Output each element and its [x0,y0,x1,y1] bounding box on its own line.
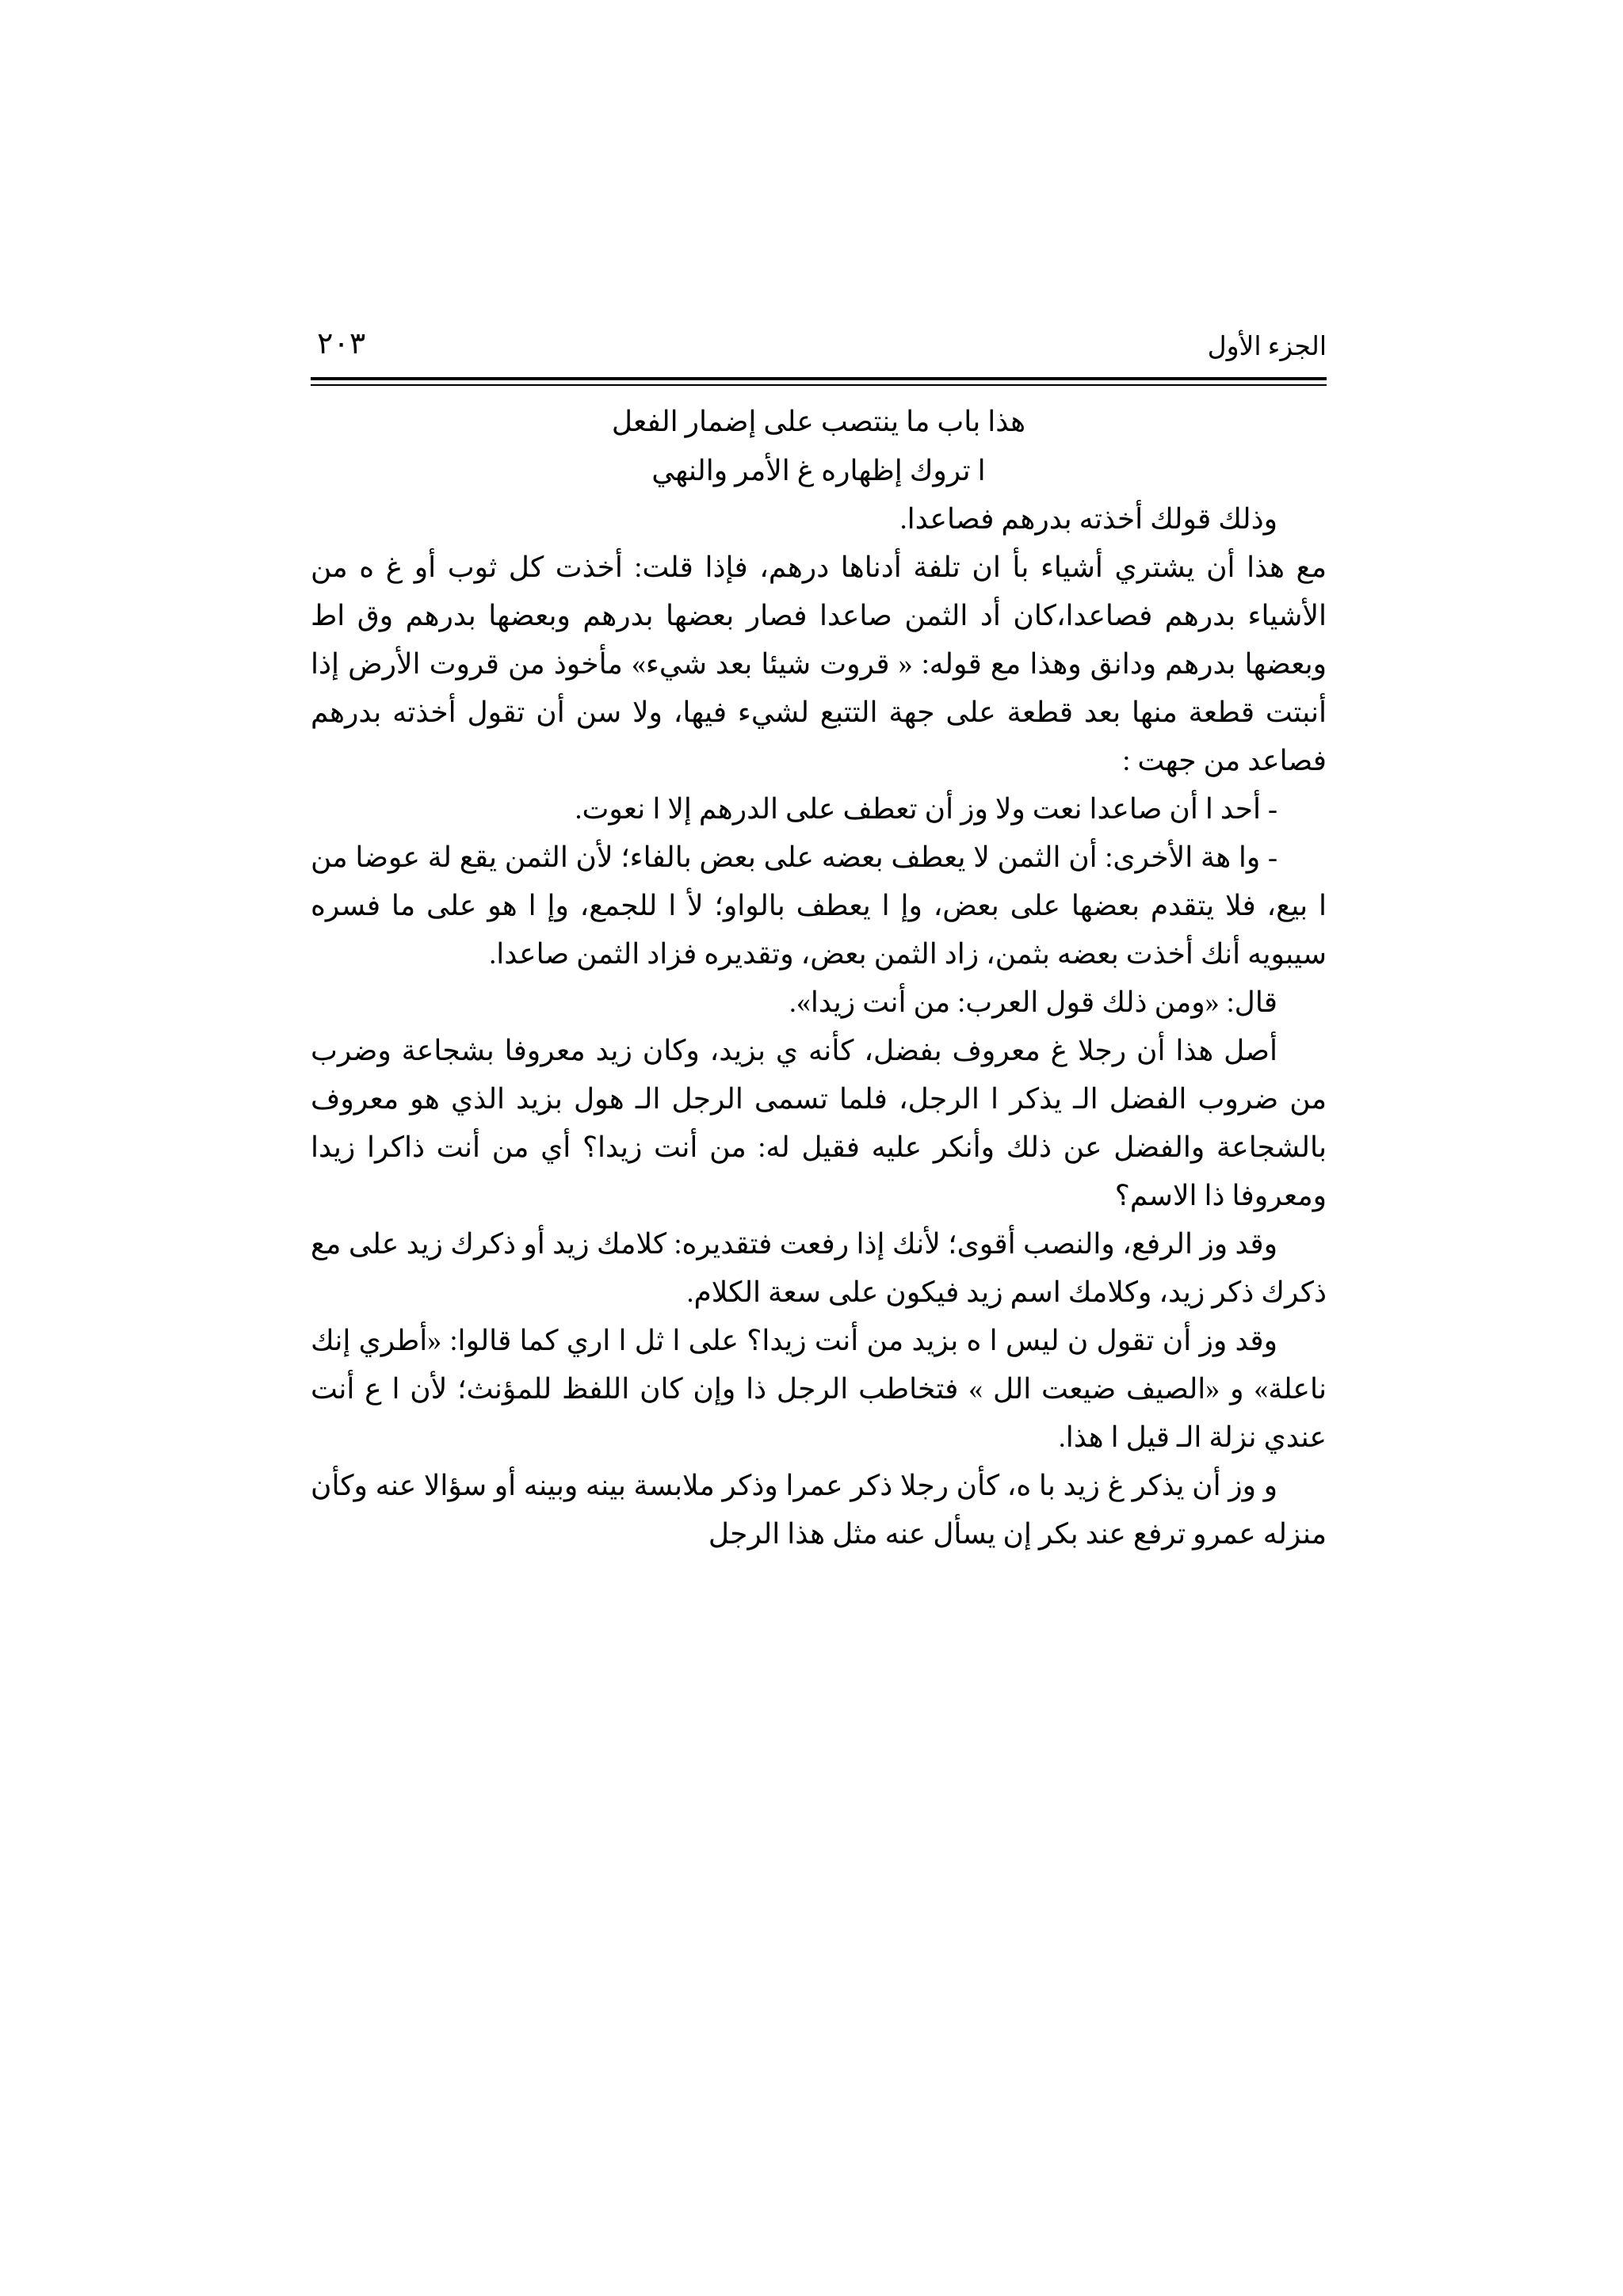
paragraph-5: قال: «ومن ذلك قول العرب: من أنت زيدا». [789,986,1277,1018]
paragraph-4: - وا هة الأخرى: أن الثمن لا يعطف بعضه على بعض بالفاء؛ لأن الثمن يقع لة عوضا من ا بيع، فلا يتقدم بعضها على بعض، وإ ا يعطف بالواو؛ لأ ا للجمع، وإ ا هو على ما فسره سيبويه أنك أخذت بعضه بثمن، زاد الثمن بعض، وتقديره فزاد الثمن صاعدا. [311,841,1327,970]
paragraph-9: و وز أن يذكر غ زيد با ه، كأن رجلا ذكر عمرا وذكر ملابسة بينه وبينه أو سؤالا عنه وكأن منزله عمرو ترفع عند بكر إن يسأل عنه مثل هذا الرجل [311,1470,1327,1550]
chapter-title [311,397,1327,495]
header-rule-thin [311,384,1327,386]
paragraph-1: وذلك قولك أخذته بدرهم فصاعدا. [899,503,1277,535]
paragraph-6: أصل هذا أن رجلا غ معروف بفضل، كأنه ي بزيد، وكان زيد معروفا بشجاعة وضرب من ضروب الفضل الـ يذكر ا الرجل، فلما تسمى الرجل الـ هول بزيد الذي هو معروف بالشجاعة والفضل عن ذلك وأنكر عليه فقيل له: من أنت زيدا؟ أي من أنت ذاكرا زيدا ومعروفا ذا الاسم؟ [311,1035,1327,1211]
running-header [311,325,1327,376]
paragraph-7: وقد وز الرفع، والنصب أقوى؛ لأنك إذا رفعت فتقديره: كلامك زيد أو ذكرك زيد على مع ذكرك ذكر زيد، وكلامك اسم زيد فيكون على سعة الكلام. [311,1228,1327,1308]
paragraph-3: - أحد ا أن صاعدا نعت ولا وز أن تعطف على الدرهم إلا ا نعوت. [575,793,1277,825]
paragraph-8: وقد وز أن تقول ن ليس ا ه بزيد من أنت زيدا؟ على ا ثل ا اري كما قالوا: «أطري إنك ناعلة» و «الصيف ضيعت الل » فتخاطب الرجل ذا وإن كان اللفظ للمؤنث؛ لأن ا ع أنت عندي نزلة الـ قيل ا هذا. [311,1325,1327,1453]
chapter-title-line-1: هذا باب ما ينتصب على إضمار الفعل [611,406,1026,437]
document-page [311,325,1327,1558]
page-number: ٢٠٣ [317,327,366,360]
chapter-title-line-2: ا تروك إظهاره غ الأمر والنهي [651,455,986,486]
body-text [311,495,1327,1558]
paragraph-2: مع هذا أن يشتري أشياء بأ ان تلفة أدناها درهم، فإذا قلت: أخذت كل ثوب أو غ ه من الأشياء بدرهم فصاعدا،كان أد الثمن صاعدا فصار بعضها بدرهم وبعضها بدرهم وق اط وبعضها بدرهم ودانق وهذا مع قوله: « قروت شيئا بعد شيء» مأخوذ من قروت الأرض إذا أنبتت قطعة منها بعد قطعة على جهة التتبع لشيء فيها، ولا سن أن تقول أخذته بدرهم فصاعد من جهت : [311,551,1327,776]
header-title: الجزء الأول [1207,333,1327,361]
header-rule-thick [311,377,1327,380]
